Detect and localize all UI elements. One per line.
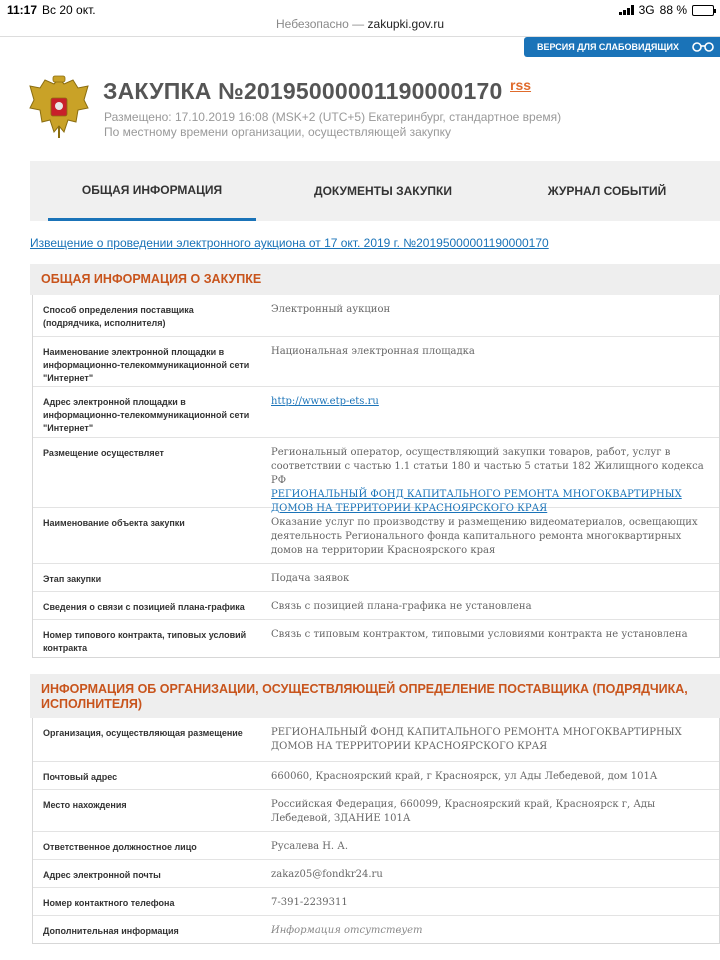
field-label: Наименование электронной площадки в информационно-телекоммуникационной сети "Интернет" [43, 347, 250, 383]
table-row [33, 761, 719, 789]
table-row [33, 591, 719, 619]
field-value: Информация отсутствует [271, 925, 423, 936]
field-value: Российская Федерация, 660099, Красноярский край, Красноярск г, Ады Лебедевой, ЗДАНИЕ 101А [271, 799, 656, 824]
etp-url-link[interactable]: http://www.etp-ets.ru [271, 396, 379, 407]
clock: 11:17 [7, 3, 38, 17]
organization-section [30, 674, 720, 944]
placement-description: Региональный оператор, осуществляющий закупки товаров, работ, услуг в соответствии с частью 1.1 статьи 180 и частью 5 статьи 182 Жилищного кодекса РФ [271, 447, 704, 486]
coat-of-arms-icon [28, 74, 90, 140]
general-info-section [30, 264, 720, 658]
field-label: Адрес электронной площадки в информационно-телекоммуникационной сети "Интернет" [43, 397, 250, 433]
table-row [33, 619, 719, 657]
table-row [33, 831, 719, 859]
field-label: Способ определения поставщика (подрядчика, исполнителя) [43, 305, 194, 328]
field-value: 660060, Красноярский край, г Красноярск, ул Ады Лебедевой, дом 101А [271, 771, 658, 782]
field-value: Подача заявок [271, 573, 350, 584]
notice-link[interactable]: Извещение о проведении электронного аукциона от 17 окт. 2019 г. №20195000001190000170 [30, 236, 549, 250]
field-label: Номер типового контракта, типовых условий контракта [43, 630, 247, 653]
security-label: Небезопасно — [275, 17, 365, 31]
rss-link[interactable]: rss [510, 77, 532, 93]
section-heading: ИНФОРМАЦИЯ ОБ ОРГАНИЗАЦИИ, ОСУЩЕСТВЛЯЮЩЕЙ ОПРЕДЕЛЕНИЕ ПОСТАВЩИКА (ПОДРЯДЧИКА, ИСПОЛНИТЕЛЯ) [30, 674, 720, 718]
field-label: Наименование объекта закупки [43, 518, 185, 528]
glasses-icon [691, 42, 715, 52]
posted-date: Размещено: 17.10.2019 16:08 (MSK+2 (UTC+5) Екатеринбург, стандартное время) [104, 110, 562, 124]
table-row [33, 887, 719, 915]
address-bar[interactable] [0, 17, 720, 31]
field-value [263, 438, 719, 514]
section-heading: ОБЩАЯ ИНФОРМАЦИЯ О ЗАКУПКЕ [30, 264, 720, 295]
tab-event-log[interactable]: ЖУРНАЛ СОБЫТИЙ [547, 184, 667, 198]
field-value: Связь с позицией плана-графика не установлена [271, 601, 532, 612]
field-value: Национальная электронная площадка [271, 346, 475, 357]
field-value: zakaz05@fondkr24.ru [271, 869, 383, 880]
field-value: Русалева Н. А. [271, 841, 349, 852]
tab-general-info[interactable]: ОБЩАЯ ИНФОРМАЦИЯ [48, 161, 256, 221]
field-label: Дополнительная информация [43, 926, 179, 936]
general-info-table [32, 295, 720, 658]
battery-icon [692, 5, 714, 16]
date: Вс 20 окт. [42, 3, 96, 17]
low-vision-label: ВЕРСИЯ ДЛЯ СЛАБОВИДЯЩИХ [537, 42, 679, 52]
organization-link[interactable]: РЕГИОНАЛЬНЫЙ ФОНД КАПИТАЛЬНОГО РЕМОНТА МНОГОКВАРТИРНЫХ ДОМОВ НА ТЕРРИТОРИИ КРАСНОЯРСКОГО КРАЯ [271, 489, 682, 514]
status-right [619, 3, 714, 17]
low-vision-version-button[interactable] [524, 37, 720, 57]
tab-documents[interactable]: ДОКУМЕНТЫ ЗАКУПКИ [314, 184, 452, 198]
table-row [33, 386, 719, 437]
table-row [33, 437, 719, 514]
battery-percent: 88 % [659, 3, 687, 17]
field-value: РЕГИОНАЛЬНЫЙ ФОНД КАПИТАЛЬНОГО РЕМОНТА МНОГОКВАРТИРНЫХ ДОМОВ НА ТЕРРИТОРИИ КРАСНОЯРСКОГО КРАЯ [271, 727, 682, 752]
field-value: Связь с типовым контрактом, типовыми условиями контракта не установлена [271, 629, 688, 640]
field-value: Электронный аукцион [271, 304, 391, 315]
posted-info [104, 110, 561, 140]
table-row [33, 336, 719, 386]
url-host: zakupki.gov.ru [367, 17, 445, 31]
table-row [33, 295, 719, 336]
field-label: Сведения о связи с позицией плана-графика [43, 602, 245, 612]
table-row [33, 915, 719, 943]
field-label: Номер контактного телефона [43, 898, 175, 908]
field-label: Размещение осуществляет [43, 448, 164, 458]
network-type: 3G [638, 3, 655, 17]
table-row [33, 507, 719, 563]
field-label: Адрес электронной почты [43, 870, 161, 880]
table-row [33, 563, 719, 591]
page-title: ЗАКУПКА №20195000001190000170 [103, 78, 503, 104]
field-value: Оказание услуг по производству и размещению видеоматериалов, освещающих деятельность Регионального фонда капитального ремонта многоквартирных домов на территории Красноярского края [271, 517, 698, 556]
tab-bar [30, 161, 720, 221]
field-value [263, 387, 719, 437]
table-row [33, 789, 719, 831]
posted-timezone-note: По местному времени организации, осуществляющей закупку [104, 125, 452, 139]
table-row [33, 718, 719, 761]
field-label: Место нахождения [43, 800, 127, 810]
field-value: 7-391-2239311 [271, 897, 348, 908]
signal-icon [619, 5, 634, 15]
field-label: Почтовый адрес [43, 772, 118, 782]
field-label: Этап закупки [43, 574, 102, 584]
field-label: Организация, осуществляющая размещение [43, 728, 243, 738]
table-row [33, 859, 719, 887]
organization-table [32, 718, 720, 944]
field-label: Ответственное должностное лицо [43, 842, 197, 852]
